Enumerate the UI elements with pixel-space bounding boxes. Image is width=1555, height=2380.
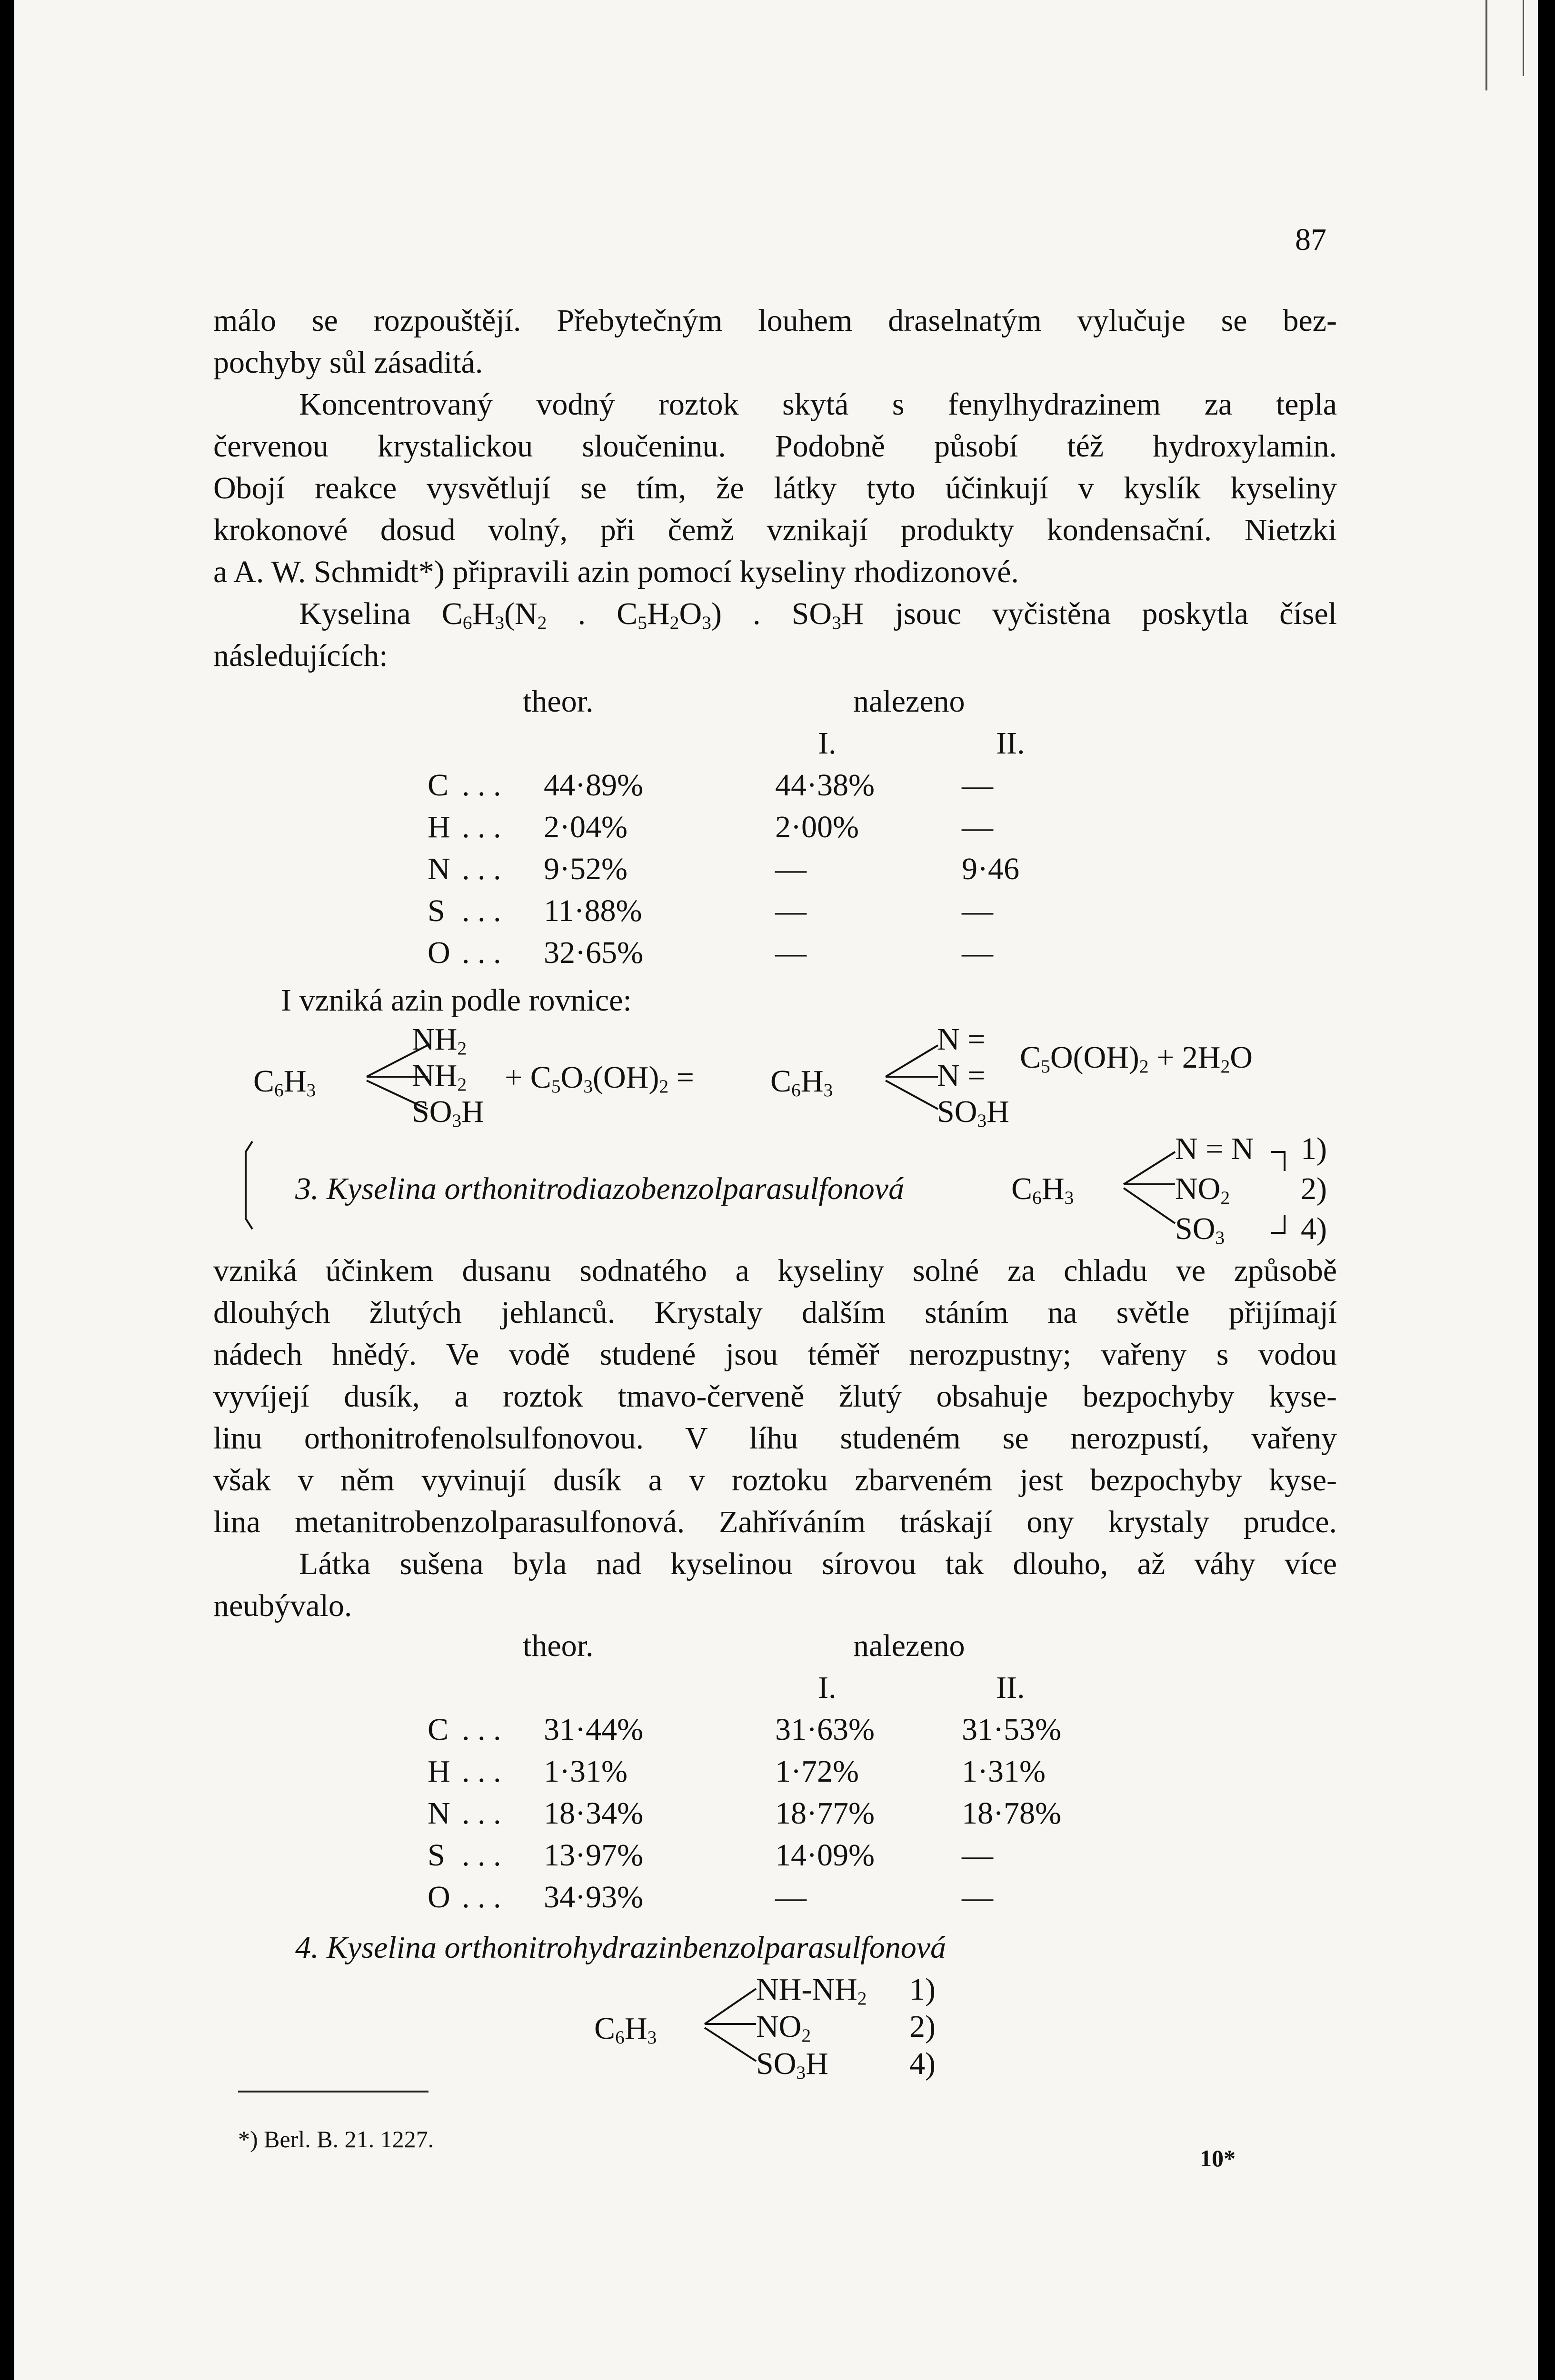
bond-line xyxy=(886,1081,938,1109)
row-found-2: 9·46 xyxy=(962,852,1019,886)
text-line: lina metanitrobenzolparasulfonová. Zahříváním tráskají ony krystaly prudce. xyxy=(213,1505,1337,1539)
bond-line xyxy=(886,1045,938,1077)
bond-line xyxy=(705,2028,756,2061)
row-found-2: — xyxy=(962,810,993,844)
section-title: Kyselina orthonitrohydrazinbenzolparasulfonová xyxy=(327,1930,947,1965)
row-found-1: — xyxy=(775,935,807,970)
row-found-2: 31·53% xyxy=(962,1712,1061,1747)
text-line: neubývalo. xyxy=(213,1588,352,1623)
position-label: 2) xyxy=(1301,1171,1327,1206)
bond-line xyxy=(1124,1188,1175,1223)
section-number: 4. xyxy=(295,1930,319,1965)
position-label: 1) xyxy=(909,1972,936,2007)
lhs-sub: $NH_2$ xyxy=(412,1058,467,1095)
document-page xyxy=(14,0,1538,2380)
row-theor: 32·65% xyxy=(544,935,643,970)
row-theor: 9·52% xyxy=(544,852,628,886)
section-title: Kyselina orthonitrodiazobenzolparasulfonová xyxy=(327,1171,905,1206)
plus-term: + $C_5O_3(OH)_2$ = xyxy=(505,1060,694,1097)
theor-header: theor. xyxy=(523,1628,594,1663)
row-theor: 44·89% xyxy=(544,768,643,803)
col2-header: II. xyxy=(996,1670,1025,1705)
rhs-core: $C_6H_3$ xyxy=(770,1064,833,1101)
row-found-1: 1·72% xyxy=(775,1754,859,1789)
text-line: a A. W. Schmidt*) připravili azin pomocí kyseliny rhodizonové. xyxy=(213,555,1019,589)
section-4-core: $C_6H_3$ xyxy=(594,2011,657,2048)
section-3-sub: $SO_3$ xyxy=(1175,1211,1225,1248)
edge-mark xyxy=(1523,0,1524,76)
formula-render: $C_6H_3(N_2$ . $C_5H_2O_3$) . $SO_3H$ xyxy=(441,596,864,633)
row-found-1: — xyxy=(775,893,807,928)
rhs-tail: $C_5O(OH)_2 + 2H_2O$ xyxy=(1020,1040,1253,1077)
section-3-sub: N = N xyxy=(1175,1131,1254,1166)
rest-text: jsouc vyčistěna poskytla čísel xyxy=(895,596,1337,631)
row-found-2: — xyxy=(962,935,993,970)
bond-line xyxy=(705,1989,756,2024)
signature-mark: 10* xyxy=(1200,2145,1236,2172)
row-found-2: — xyxy=(962,768,993,803)
equation-intro: I vzniká azin podle rovnice: xyxy=(281,983,632,1018)
row-found-1: 14·09% xyxy=(775,1838,875,1873)
bond-line xyxy=(367,1081,428,1109)
row-dots: . . . xyxy=(462,1880,501,1914)
position-label: 2) xyxy=(909,2009,936,2044)
row-found-1: 31·63% xyxy=(775,1712,875,1747)
text-line: však v něm vyvinují dusík a v roztoku zbarveném jest bezpochyby kyse- xyxy=(213,1463,1337,1497)
row-found-2: — xyxy=(962,1880,993,1914)
row-dots: . . . xyxy=(462,810,501,844)
found-header: nalezeno xyxy=(853,684,965,719)
col1-header: I. xyxy=(818,726,837,761)
row-found-1: — xyxy=(775,852,807,886)
col2-header: II. xyxy=(996,726,1025,761)
row-element: C xyxy=(428,768,449,803)
lhs-core: $C_6H_3$ xyxy=(253,1064,316,1101)
row-dots: . . . xyxy=(462,893,501,928)
lhs-sub: $NH_2$ xyxy=(412,1022,467,1059)
row-dots: . . . xyxy=(462,1712,501,1747)
row-element: S xyxy=(428,1838,445,1873)
text-line: Koncentrovaný vodný roztok skytá s fenylhydrazinem za tepla xyxy=(299,387,1337,422)
row-element: C xyxy=(428,1712,449,1747)
text-line: krokonové dosud volný, při čemž vznikají produkty kondensační. Nietzki xyxy=(213,513,1337,547)
bracket-line xyxy=(1271,1215,1285,1233)
text-line: málo se rozpouštějí. Přebytečným louhem draselnatým vylučuje se bez- xyxy=(213,303,1337,338)
row-dots: . . . xyxy=(462,1838,501,1873)
footnote: *) Berl. B. 21. 1227. xyxy=(238,2126,434,2152)
section-4-sub: $NH-NH_2$ xyxy=(756,1972,867,2009)
position-label: 4) xyxy=(909,2046,936,2081)
row-theor: 34·93% xyxy=(544,1880,643,1914)
rhs-sub: N = xyxy=(937,1058,986,1093)
section-number: 3. xyxy=(295,1171,319,1206)
row-dots: . . . xyxy=(462,852,501,886)
rhs-sub: $SO_3H$ xyxy=(937,1094,1009,1131)
row-element: N xyxy=(428,1796,450,1831)
page-number: 87 xyxy=(1295,222,1326,257)
row-theor: 1·31% xyxy=(544,1754,628,1789)
row-dots: . . . xyxy=(462,1754,501,1789)
section-4-sub: $SO_3H$ xyxy=(756,2046,828,2083)
position-label: 4) xyxy=(1301,1211,1327,1246)
row-element: O xyxy=(428,935,450,970)
row-found-1: — xyxy=(775,1880,807,1914)
text-line: linu orthonitrofenolsulfonovou. V líhu studeném se nerozpustí, vařeny xyxy=(213,1421,1337,1456)
edge-mark xyxy=(1485,0,1487,90)
section-3-core: $C_6H_3$ xyxy=(1011,1171,1074,1208)
position-label: 1) xyxy=(1301,1131,1327,1166)
row-found-2: — xyxy=(962,1838,993,1873)
row-dots: . . . xyxy=(462,935,501,970)
section-4-sub: $NO_2$ xyxy=(756,2009,811,2046)
row-element: H xyxy=(428,810,450,844)
row-found-2: 18·78% xyxy=(962,1796,1061,1831)
text-line: pochyby sůl zásaditá. xyxy=(213,345,483,380)
row-found-1: 18·77% xyxy=(775,1796,875,1831)
lead-word: Kyselina xyxy=(299,596,411,631)
row-theor: 11·88% xyxy=(544,893,642,928)
row-element: O xyxy=(428,1880,450,1914)
section-3-sub: $NO_2$ xyxy=(1175,1171,1230,1208)
row-found-1: 44·38% xyxy=(775,768,875,803)
bond-line xyxy=(1124,1152,1175,1184)
row-element: N xyxy=(428,852,450,886)
margin-bracket xyxy=(246,1141,252,1229)
text-line: následujících: xyxy=(213,638,388,673)
row-element: H xyxy=(428,1754,450,1789)
text-line: Obojí reakce vysvětlují se tím, že látky tyto účinkují v kyslík kyseliny xyxy=(213,471,1337,506)
row-theor: 13·97% xyxy=(544,1838,643,1873)
row-found-2: 1·31% xyxy=(962,1754,1046,1789)
formula-bond-lines xyxy=(14,0,1538,2380)
row-dots: . . . xyxy=(462,768,501,803)
found-header: nalezeno xyxy=(853,1628,965,1663)
theor-header: theor. xyxy=(523,684,594,719)
bond-line xyxy=(367,1045,428,1077)
text-line: Látka sušena byla nad kyselinou sírovou tak dlouho, až váhy více xyxy=(299,1547,1337,1581)
text-line: nádech hnědý. Ve vodě studené jsou téměř nerozpustny; vařeny s vodou xyxy=(213,1337,1337,1372)
row-dots: . . . xyxy=(462,1796,501,1831)
row-theor: 18·34% xyxy=(544,1796,643,1831)
lhs-sub: $SO_3H$ xyxy=(412,1094,484,1131)
row-theor: 2·04% xyxy=(544,810,628,844)
text-line: vzniká účinkem dusanu sodnatého a kyseliny solné za chladu ve způsobě xyxy=(213,1253,1337,1288)
rhs-sub: N = xyxy=(937,1022,986,1057)
text-line: vyvíjejí dusík, a roztok tmavo-červeně žlutý obsahuje bezpochyby kyse- xyxy=(213,1379,1337,1414)
row-found-2: — xyxy=(962,893,993,928)
bracket-line xyxy=(1271,1152,1285,1171)
row-element: S xyxy=(428,893,445,928)
text-line: červenou krystalickou sloučeninu. Podobně působí též hydroxylamin. xyxy=(213,429,1337,464)
row-found-1: 2·00% xyxy=(775,810,859,844)
row-theor: 31·44% xyxy=(544,1712,643,1747)
col1-header: I. xyxy=(818,1670,837,1705)
text-line: dlouhých žlutých jehlanců. Krystaly dalším stáním na světle přijímají xyxy=(213,1295,1337,1330)
